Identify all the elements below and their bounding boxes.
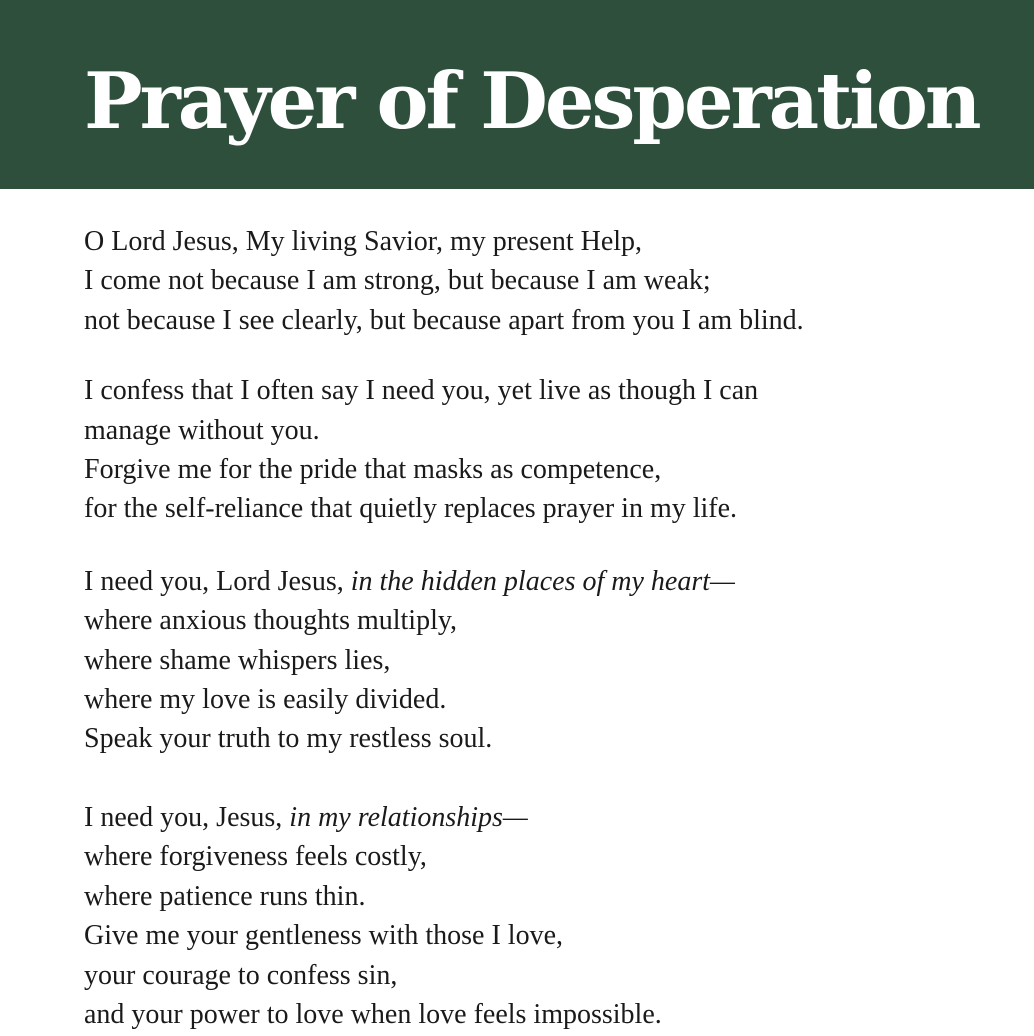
line-emphasis: in my relationships— <box>289 801 528 833</box>
prayer-line: your courage to confess sin, <box>84 959 398 991</box>
line-emphasis: in the hidden places of my heart— <box>350 565 735 597</box>
stanza-spacer <box>84 759 984 798</box>
prayer-line: Speak your truth to my restless soul. <box>84 723 493 755</box>
line-text: I need you, Lord Jesus, <box>84 565 351 597</box>
stanza-4 <box>84 798 984 1034</box>
prayer-line: Forgive me for the pride that masks as competence, <box>84 454 662 486</box>
prayer-line: and your power to love when love feels impossible. <box>84 998 662 1030</box>
prayer-body <box>84 222 984 1034</box>
stanza-3 <box>84 562 984 759</box>
prayer-line: I confess that I often say I need you, yet live as though I can <box>84 375 759 407</box>
prayer-line: where forgiveness feels costly, <box>84 841 427 873</box>
prayer-line: where shame whispers lies, <box>84 644 391 676</box>
title-banner <box>0 0 1034 189</box>
stanza-spacer <box>84 340 984 371</box>
prayer-line: manage without you. <box>84 414 320 446</box>
stanza-spacer <box>84 529 984 562</box>
prayer-line: I come not because I am strong, but because I am weak; <box>84 265 711 297</box>
prayer-line: not because I see clearly, but because apart from you I am blind. <box>84 304 804 336</box>
prayer-line: for the self-reliance that quietly replaces prayer in my life. <box>84 493 738 525</box>
line-text: I need you, Jesus, <box>84 801 290 833</box>
prayer-line: where anxious thoughts multiply, <box>84 605 458 637</box>
prayer-line <box>84 562 984 601</box>
prayer-line: O Lord Jesus, My living Savior, my present Help, <box>84 226 643 257</box>
prayer-line: where patience runs thin. <box>84 880 366 912</box>
stanza-1 <box>84 222 984 340</box>
stanza-2 <box>84 371 984 529</box>
prayer-line: Give me your gentleness with those I love, <box>84 920 564 952</box>
page-title: Prayer of Desperation <box>84 56 979 147</box>
prayer-line: where my love is easily divided. <box>84 684 447 716</box>
prayer-line <box>84 798 984 837</box>
